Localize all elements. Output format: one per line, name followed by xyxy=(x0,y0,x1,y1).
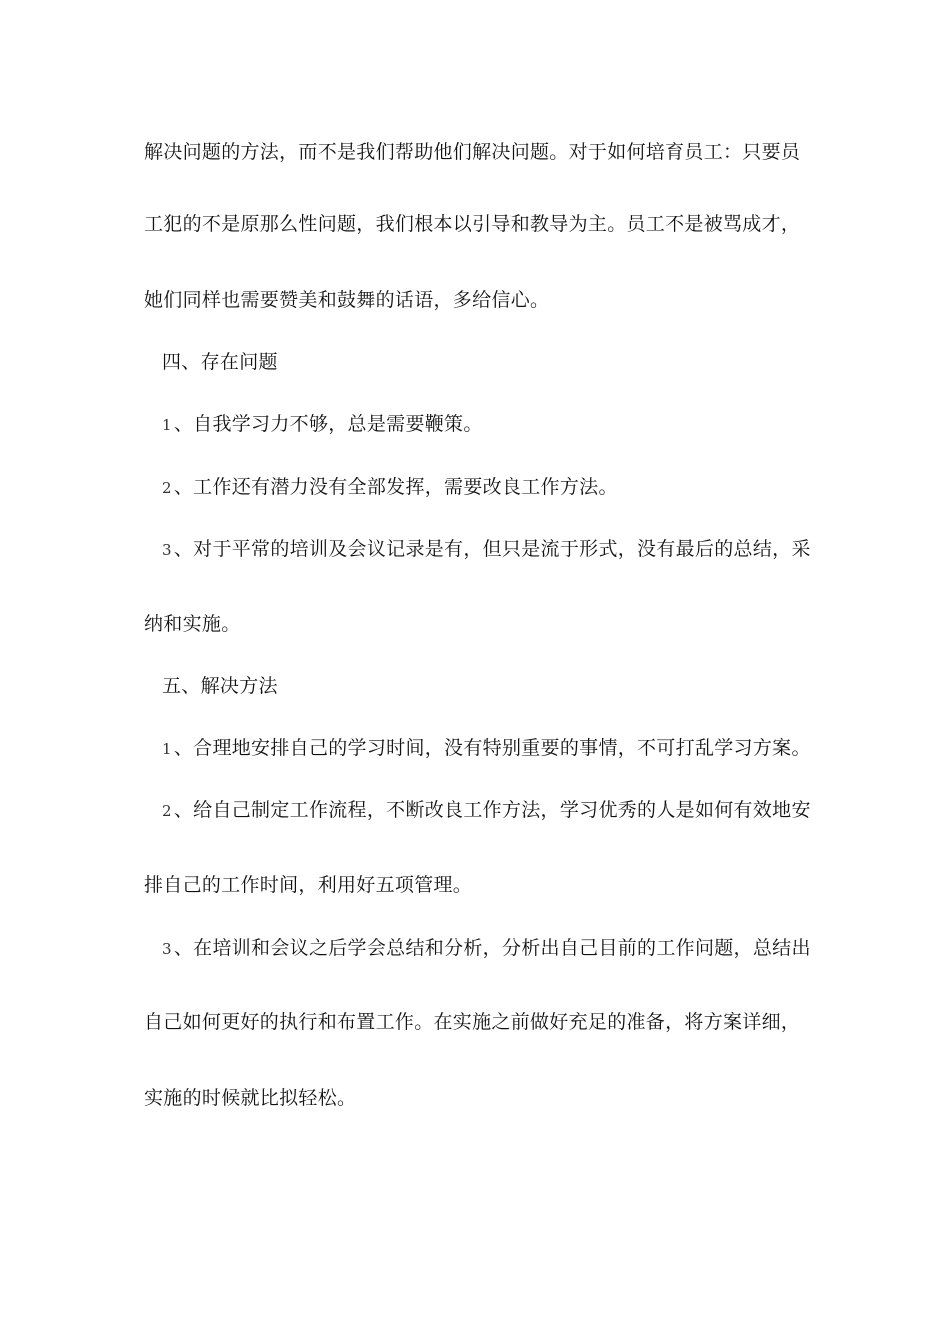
item-number: 3 xyxy=(162,940,172,958)
paragraph-line: 解决问题的方法，而不是我们帮助他们解决问题。对于如何培育员工：只要员 xyxy=(144,141,801,163)
list-item-continuation: 自己如何更好的执行和布置工作。在实施之前做好充足的准备，将方案详细， xyxy=(144,1011,801,1033)
item-number: 2 xyxy=(162,802,172,820)
item-text: 、给自己制定工作流程，不断改良工作方法，学习优秀的人是如何有效地安 xyxy=(173,799,811,821)
item-text: 、对于平常的培训及会议记录是有，但只是流于形式，没有最后的总结，采 xyxy=(173,538,811,560)
item-number: 3 xyxy=(162,541,172,559)
list-item xyxy=(162,797,811,824)
list-item-continuation: 纳和实施。 xyxy=(144,613,241,635)
item-text: 、在培训和会议之后学会总结和分析，分析出自己目前的工作问题，总结出 xyxy=(173,937,811,959)
list-item xyxy=(162,411,483,438)
item-number: 1 xyxy=(162,416,172,434)
list-item xyxy=(162,735,811,762)
list-item xyxy=(162,935,811,962)
item-number: 1 xyxy=(162,740,172,758)
paragraph-line: 工犯的不是原那么性问题，我们根本以引导和教导为主。员工不是被骂成才， xyxy=(144,213,801,235)
section-heading-problems: 四、存在问题 xyxy=(162,351,278,373)
list-item xyxy=(162,474,618,501)
section-heading-solutions: 五、解决方法 xyxy=(162,675,278,697)
list-item xyxy=(162,536,811,563)
item-text: 、自我学习力不够，总是需要鞭策。 xyxy=(173,413,483,435)
paragraph-line: 她们同样也需要赞美和鼓舞的话语，多给信心。 xyxy=(144,289,550,311)
item-text: 、合理地安排自己的学习时间，没有特别重要的事情，不可打乱学习方案。 xyxy=(173,737,811,759)
list-item-continuation: 实施的时候就比拟轻松。 xyxy=(144,1087,357,1109)
item-text: 、工作还有潜力没有全部发挥，需要改良工作方法。 xyxy=(173,476,618,498)
item-number: 2 xyxy=(162,479,172,497)
list-item-continuation: 排自己的工作时间，利用好五项管理。 xyxy=(144,874,473,896)
